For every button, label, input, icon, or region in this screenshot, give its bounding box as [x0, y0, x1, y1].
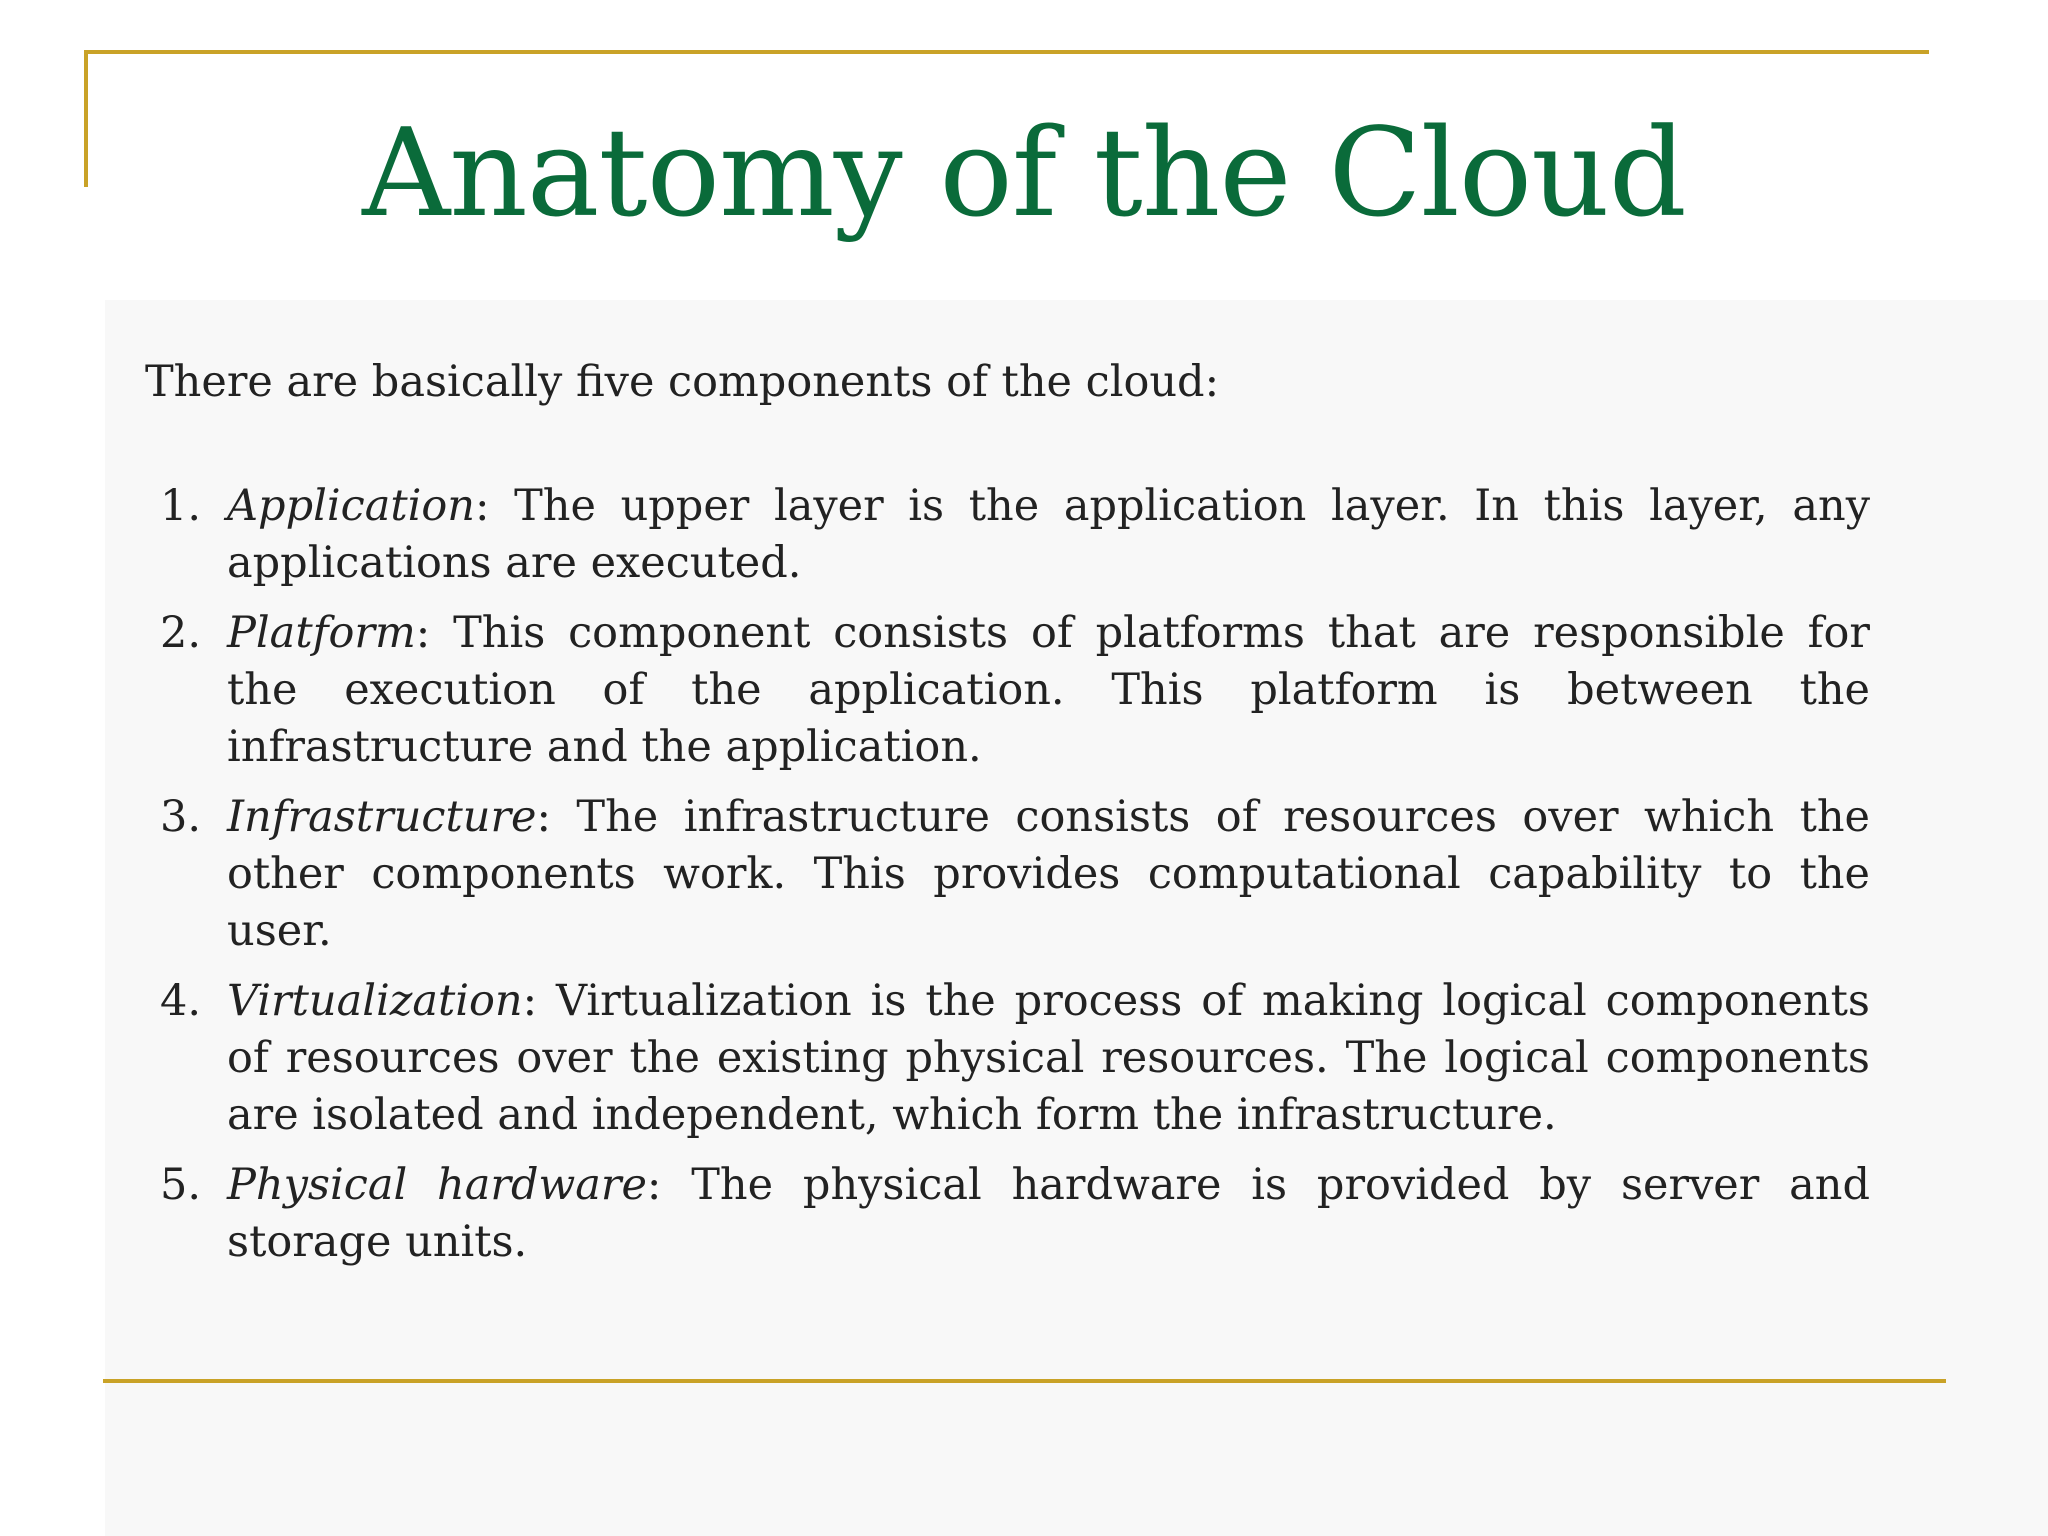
item-description: : The physical hardware is provided by server and storage units.	[227, 1160, 1871, 1267]
frame-bottom-rule	[103, 1379, 1946, 1383]
item-term: Infrastructure	[227, 792, 537, 842]
item-term: Virtualization	[227, 976, 523, 1026]
item-term: Application	[227, 481, 475, 531]
item-number: 4.	[160, 976, 202, 1026]
item-number: 2.	[160, 608, 202, 658]
item-description: : This component consists of platforms that are responsible for the execution of the application. This platform is between the infrastructure and the application.	[227, 608, 1870, 772]
frame-top-rule	[84, 50, 1929, 54]
slide-title: Anatomy of the Cloud	[362, 102, 1686, 244]
list-item	[160, 605, 1870, 776]
item-description: : The upper layer is the application layer. In this layer, any applications are executed.	[227, 481, 1870, 588]
item-description: : The infrastructure consists of resources over which the other components work. This provides computational capability to the user.	[227, 792, 1870, 956]
list-item	[160, 789, 1870, 960]
item-description: : Virtualization is the process of making logical components of resources over the existing physical resources. The logical components are isolated and independent, which form the infrastructure.	[227, 976, 1870, 1140]
item-term: Physical hardware	[227, 1160, 647, 1210]
list-item	[160, 973, 1870, 1144]
item-number: 1.	[160, 481, 202, 531]
components-list	[160, 478, 1870, 1284]
item-number: 5.	[160, 1160, 202, 1210]
item-number: 3.	[160, 792, 202, 842]
item-term: Platform	[227, 608, 416, 658]
list-item	[160, 478, 1870, 592]
intro-text: There are basically five components of the cloud:	[145, 357, 1220, 407]
list-item	[160, 1157, 1870, 1271]
